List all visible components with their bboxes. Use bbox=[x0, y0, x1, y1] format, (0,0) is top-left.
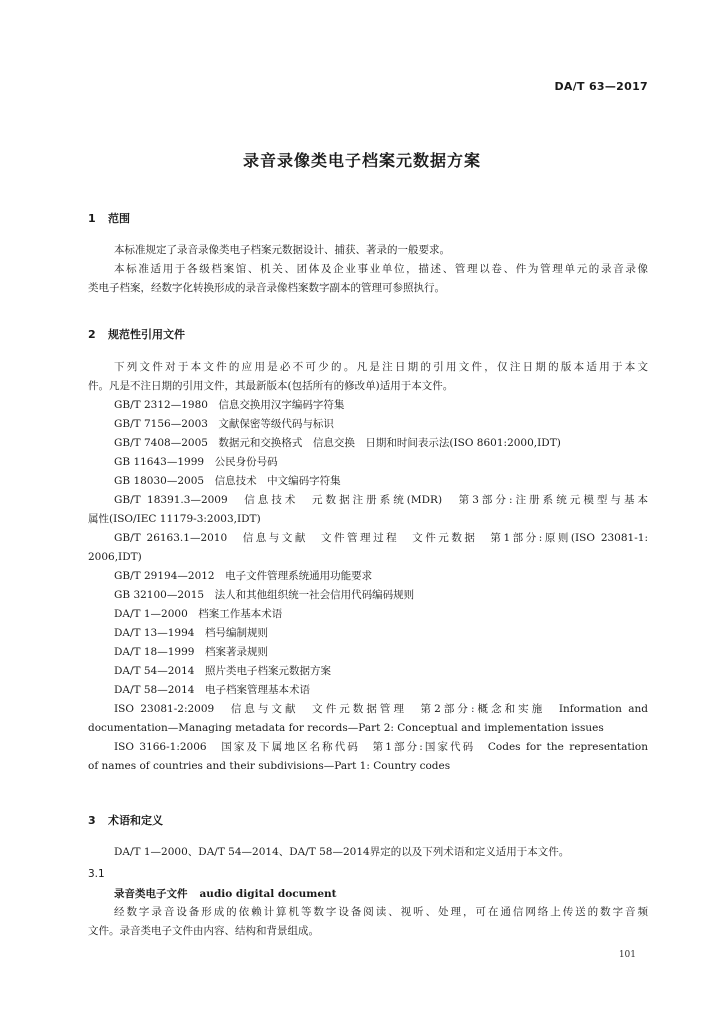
reference-item: GB/T 18391.3—2009 信息技术 元数据注册系统(MDR) 第3部分:注册系统元模型与基本 bbox=[114, 494, 648, 506]
section-number: 3 bbox=[88, 814, 96, 827]
reference-item: GB 18030—2005 信息技术 中文编码字符集 bbox=[114, 475, 341, 487]
reference-item: DA/T 18—1999 档案著录规则 bbox=[114, 646, 268, 658]
reference-item: GB/T 26163.1—2010 信息与文献 文件管理过程 文件元数据 第1部分:原则(ISO 23081-1: bbox=[114, 532, 648, 544]
standard-code: DA/T 63—2017 bbox=[554, 80, 648, 93]
terms-intro bbox=[88, 843, 648, 862]
section-number: 1 bbox=[88, 212, 96, 225]
normative-references bbox=[88, 358, 648, 776]
page-number: 101 bbox=[618, 950, 636, 960]
text-line: 下列文件对于本文件的应用是必不可少的。凡是注日期的引用文件，仅注日期的版本适用于本文 bbox=[114, 361, 648, 373]
reference-item: GB/T 7408—2005 数据元和交换格式 信息交换 日期和时间表示法(ISO 8601:2000,IDT) bbox=[114, 437, 561, 449]
text-line: 本标准规定了录音录像类电子档案元数据设计、捕获、著录的一般要求。 bbox=[114, 244, 450, 256]
reference-item: GB/T 29194—2012 电子文件管理系统通用功能要求 bbox=[114, 570, 373, 582]
reference-item: DA/T 54—2014 照片类电子档案元数据方案 bbox=[114, 665, 331, 677]
section-3-heading bbox=[88, 812, 163, 828]
document-title: 录音录像类电子档案元数据方案 bbox=[242, 151, 481, 170]
section-number: 2 bbox=[88, 328, 96, 341]
text-line: DA/T 1—2000、DA/T 54—2014、DA/T 58—2014界定的以及下列术语和定义适用于本文件。 bbox=[114, 846, 570, 858]
reference-continuation: 属性(ISO/IEC 11179-3:2003,IDT) bbox=[88, 513, 261, 525]
reference-item: GB 32100—2015 法人和其他组织统一社会信用代码编码规则 bbox=[114, 589, 415, 601]
term-chinese: 录音类电子文件 bbox=[114, 888, 188, 900]
reference-continuation: documentation—Managing metadata for records—Part 2: Conceptual and implementation issues bbox=[88, 722, 604, 734]
scope-paragraph bbox=[88, 241, 648, 298]
text-line: 文件。录音类电子文件由内容、结构和背景组成。 bbox=[88, 925, 319, 937]
reference-continuation: of names of countries and their subdivisions—Part 1: Country codes bbox=[88, 760, 451, 772]
reference-item: GB/T 7156—2003 文献保密等级代码与标识 bbox=[114, 418, 334, 430]
reference-continuation: 2006,IDT) bbox=[88, 551, 142, 563]
text-line: 件。凡是不注日期的引用文件，其最新版本(包括所有的修改单)适用于本文件。 bbox=[88, 380, 454, 392]
term-english: audio digital document bbox=[199, 888, 337, 900]
section-1-heading bbox=[88, 210, 130, 226]
reference-item: DA/T 13—1994 档号编制规则 bbox=[114, 627, 268, 639]
section-title: 规范性引用文件 bbox=[108, 328, 185, 341]
text-line: 类电子档案，经数字化转换形成的录音录像档案数字副本的管理可参照执行。 bbox=[88, 282, 445, 294]
section-title: 范围 bbox=[108, 212, 130, 225]
text-line: 本标准适用于各级档案馆、机关、团体及企业事业单位，描述、管理以卷、件为管理单元的录音录像 bbox=[114, 263, 648, 275]
text-line: 经数字录音设备形成的依赖计算机等数字设备阅读、视听、处理，可在通信网络上传送的数字音频 bbox=[114, 906, 648, 918]
term-definition bbox=[88, 903, 648, 941]
reference-item: ISO 3166-1:2006 国家及下属地区名称代码 第1部分:国家代码 Codes for the representation bbox=[114, 741, 648, 753]
reference-item: DA/T 1—2000 档案工作基本术语 bbox=[114, 608, 283, 620]
term-number: 3.1 bbox=[88, 868, 105, 880]
term-heading bbox=[114, 886, 337, 901]
reference-item: GB 11643—1999 公民身份号码 bbox=[114, 456, 278, 468]
reference-item: ISO 23081-2:2009 信息与文献 文件元数据管理 第2部分:概念和实施 Information and bbox=[114, 703, 648, 715]
reference-item: DA/T 58—2014 电子档案管理基本术语 bbox=[114, 684, 310, 696]
section-2-heading bbox=[88, 326, 185, 342]
reference-item: GB/T 2312—1980 信息交换用汉字编码字符集 bbox=[114, 399, 345, 411]
section-title: 术语和定义 bbox=[108, 814, 163, 827]
